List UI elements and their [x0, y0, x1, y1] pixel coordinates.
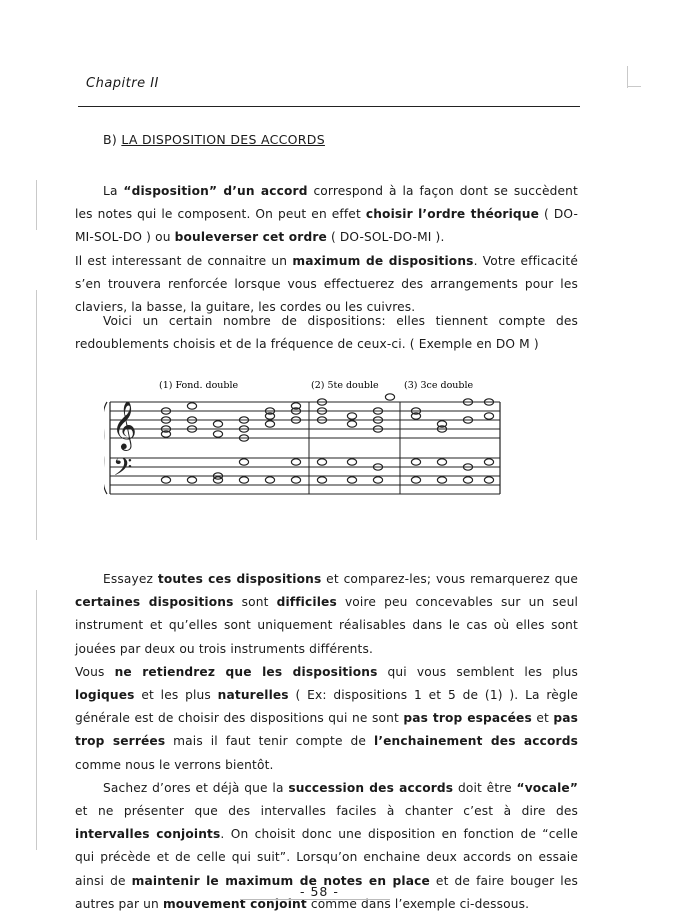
- brace: [104, 402, 107, 494]
- text-run: et les plus: [134, 688, 218, 703]
- text-run: La: [103, 184, 124, 198]
- emphasis-text: maintenir le maximum de notes en place: [131, 873, 430, 888]
- text-run: comme dans l’exemple ci-dessous.: [306, 896, 530, 911]
- example-label-2: (2) 5te double: [311, 380, 379, 391]
- text-run: Essayez: [103, 572, 158, 586]
- section-prefix: B): [103, 132, 118, 147]
- body-paragraph-2: [75, 661, 578, 777]
- chapter-header: Chapitre II: [86, 76, 159, 91]
- text-run: Sachez d’ores et déjà que la: [103, 780, 289, 795]
- bass-staff-lines: [110, 458, 500, 494]
- emphasis-text: difficiles: [276, 595, 337, 610]
- treble-clef: 𝄞: [112, 400, 137, 449]
- intro-paragraph-2: [75, 250, 578, 320]
- emphasis-text: ne retiendrez que les dispositions: [114, 664, 378, 679]
- text-run: . On choisit donc une disposition en fonction de “celle qui précède et de celle qui suit”. Lorsqu’on enchaine deux accords on essaie ainsi de: [75, 827, 578, 888]
- text-run: doit être: [453, 780, 517, 795]
- example-label-1: (1) Fond. double: [159, 380, 239, 391]
- intro-paragraph-3: [75, 310, 578, 356]
- scan-mark: [36, 590, 37, 850]
- text-run: . Votre efficacité s’en trouvera renforcée lorsque vous effectuerez des arrangements pour les claviers, la basse, la guitare, les cordes ou les cuivres.: [75, 253, 579, 315]
- intro-text-2: [75, 310, 578, 356]
- emphasis-text: maximum de dispositions: [292, 253, 474, 268]
- emphasis-text: pas trop espacées: [403, 711, 532, 726]
- footer-rule: [240, 899, 390, 900]
- text-run: correspond à la façon dont se succèdent les notes qui le composent. On peut en effet: [75, 184, 578, 222]
- emphasis-text: l’enchainement des accords: [374, 734, 578, 749]
- text-run: mais il faut tenir compte de: [165, 734, 375, 749]
- text-run: ( DO-SOL-DO-MI ).: [326, 230, 445, 245]
- text-run: sont: [233, 595, 277, 610]
- emphasis-text: mouvement conjoint: [162, 896, 307, 911]
- page-number: - 58 -: [300, 884, 339, 899]
- text-run: Voici un certain nombre de dispositions: elles tiennent compte des redoublements choisis et de la fréquence de ceux-ci. ( Exemple en DO M ): [75, 314, 578, 352]
- intro-paragraph-1: [75, 180, 578, 250]
- text-run: et ne présenter que des intervalles faciles à chanter c’est à dire des: [75, 804, 578, 819]
- body-text: [75, 568, 578, 916]
- text-run: ( Ex: dispositions 1 et 5 de (1) ). La règle générale est de choisir des dispositions qui ne sont: [75, 688, 579, 726]
- text-run: voire peu concevables sur un seul instrument et qu’elles sont uniquement réalisables dans le cas où elles sont jouées par deux ou trois instruments différents.: [75, 595, 578, 656]
- section-heading: LA DISPOSITION DES ACCORDS: [121, 132, 325, 147]
- emphasis-text: “vocale”: [516, 780, 578, 795]
- grand-staff: [104, 376, 504, 496]
- emphasis-text: certaines dispositions: [75, 595, 234, 610]
- section-title: [103, 132, 325, 147]
- scan-mark: [36, 290, 37, 540]
- scan-mark: [627, 86, 641, 87]
- example-label-3: (3) 3ce double: [404, 380, 474, 391]
- bass-notes: [161, 459, 493, 483]
- intro-text: [75, 180, 578, 319]
- emphasis-text: bouleverser cet ordre: [174, 230, 327, 245]
- text-run: qui vous semblent les plus: [377, 664, 578, 679]
- text-run: Vous: [75, 664, 115, 679]
- emphasis-text: pas trop serrées: [75, 711, 578, 749]
- text-run: et comparez-les; vous remarquerez que: [321, 572, 578, 586]
- emphasis-text: intervalles conjoints: [75, 827, 221, 842]
- barlines: [110, 402, 500, 494]
- scan-mark: [627, 66, 628, 88]
- emphasis-text: “disposition” d’un accord: [123, 184, 308, 198]
- text-run: Il est interessant de connaitre un: [75, 253, 293, 268]
- bass-clef: 𝄢: [113, 453, 133, 488]
- text-run: ( DO-MI-SOL-DO ) ou: [75, 207, 579, 245]
- emphasis-text: logiques: [75, 688, 135, 703]
- scan-mark: [36, 180, 37, 230]
- text-run: et: [531, 711, 554, 726]
- text-run: et de faire bouger les autres par un: [75, 873, 578, 911]
- emphasis-text: choisir l’ordre théorique: [365, 207, 540, 222]
- music-example: [104, 376, 504, 496]
- treble-notes: [161, 394, 493, 441]
- emphasis-text: succession des accords: [288, 780, 454, 795]
- text-run: comme nous le verrons bientôt.: [75, 757, 274, 772]
- header-rule: [78, 106, 580, 107]
- emphasis-text: naturelles: [217, 688, 289, 703]
- emphasis-text: toutes ces dispositions: [157, 572, 322, 586]
- body-paragraph-1: [75, 568, 578, 661]
